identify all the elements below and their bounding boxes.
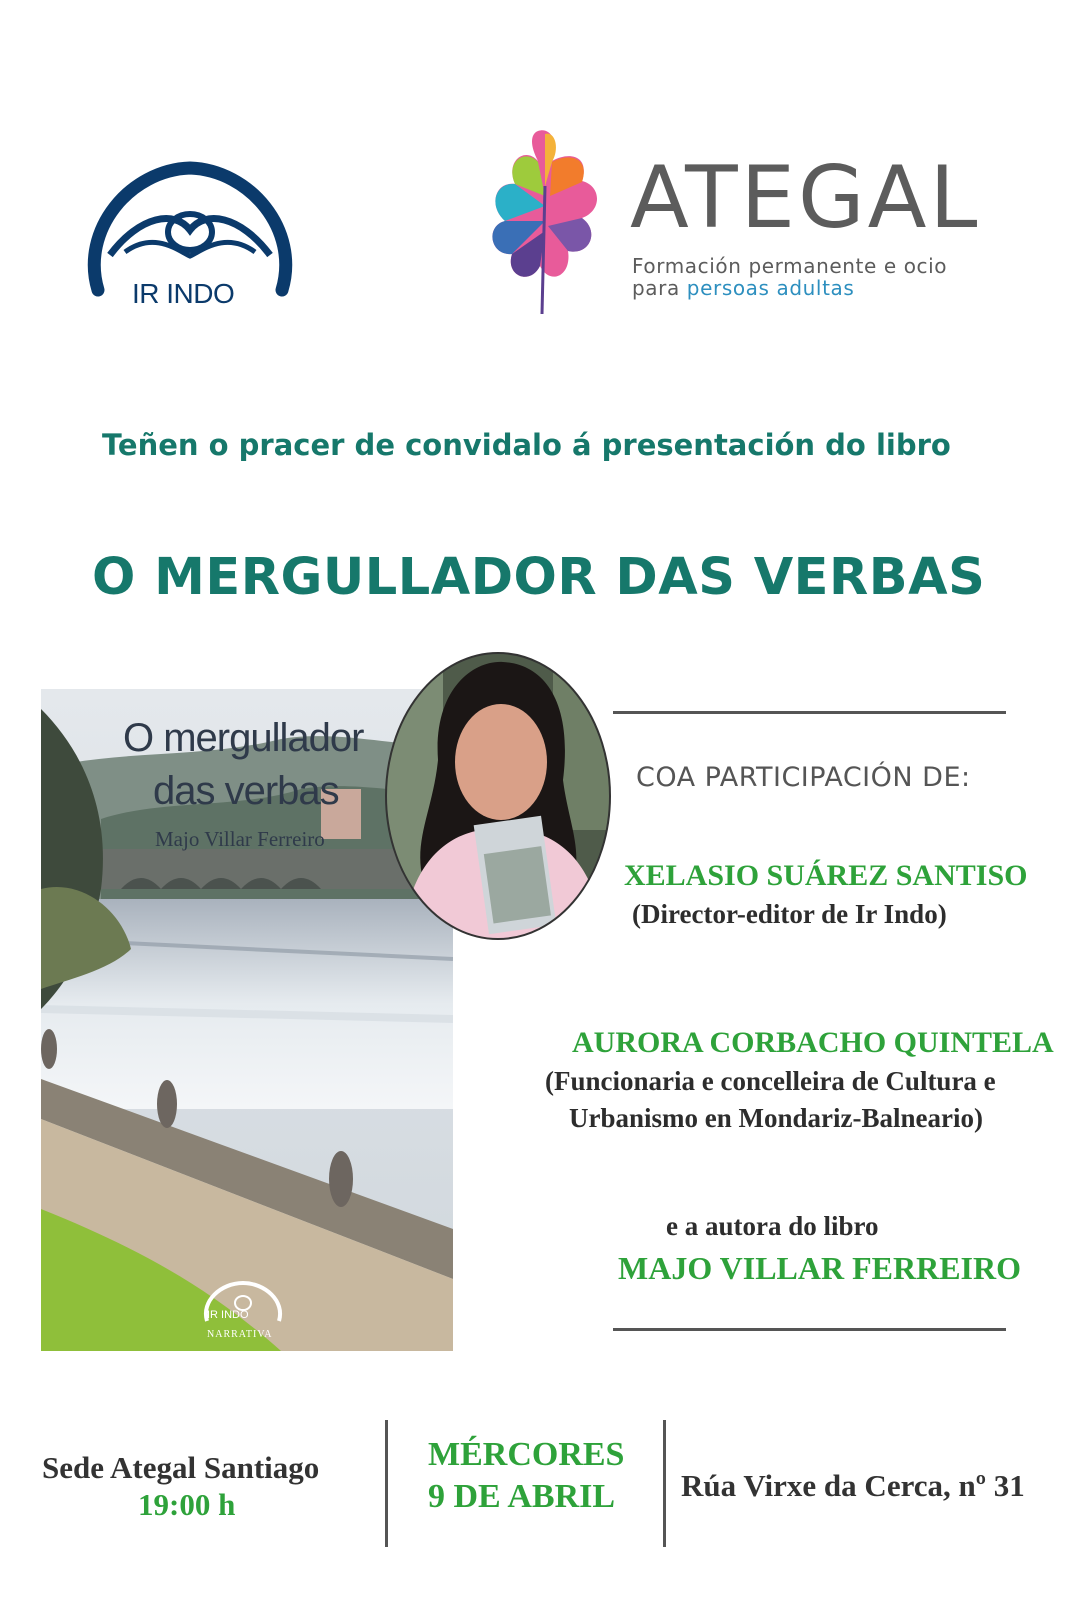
- author-intro: e a autora do libro: [666, 1211, 879, 1241]
- participant-name: XELASIO SUÁREZ SANTISO: [624, 859, 1028, 892]
- invitation-text: Teñen o pracer de convidalo á presentación do libro: [102, 428, 951, 462]
- ategal-subtitle-plain: para: [632, 276, 687, 300]
- footer-divider: [385, 1420, 388, 1547]
- cover-title-line1: O mergullador: [123, 716, 364, 760]
- venue: Sede Ategal Santiago: [42, 1450, 320, 1485]
- ategal-leaf-icon: [490, 126, 610, 316]
- event-time: 19:00 h: [138, 1487, 236, 1522]
- footer-divider: [663, 1420, 666, 1547]
- irindo-logo: [80, 160, 300, 320]
- divider-top: [613, 711, 1006, 714]
- ategal-title: ATEGAL: [630, 148, 981, 248]
- author-name: MAJO VILLAR FERREIRO: [618, 1250, 1021, 1286]
- cover-collection: NARRATIVA: [207, 1329, 273, 1340]
- cover-publisher-logo-text: IR INDO: [207, 1309, 249, 1321]
- divider-bottom: [613, 1328, 1006, 1331]
- cover-author: Majo Villar Ferreiro: [155, 827, 325, 851]
- ategal-subtitle-line1: Formación permanente e ocio: [632, 254, 948, 278]
- participant-role: (Director-editor de Ir Indo): [632, 899, 947, 929]
- irindo-logo-text: IR INDO: [132, 278, 235, 309]
- participation-heading: COA PARTICIPACIÓN DE:: [636, 762, 971, 793]
- event-date: 9 DE ABRIL: [428, 1478, 616, 1515]
- cover-title-line2: das verbas: [153, 769, 339, 813]
- participant-role: Urbanismo en Mondariz-Balneario): [569, 1103, 983, 1133]
- ategal-subtitle-highlight: persoas adultas: [686, 276, 855, 300]
- author-portrait-image: [383, 650, 613, 942]
- book-title: O MERGULLADOR DAS VERBAS: [92, 548, 986, 607]
- event-day: MÉRCORES: [428, 1436, 625, 1473]
- participant-name: AURORA CORBACHO QUINTELA: [572, 1026, 1054, 1059]
- event-address: Rúa Virxe da Cerca, nº 31: [681, 1468, 1025, 1503]
- ategal-subtitle-line2: [632, 276, 854, 300]
- participant-role: (Funcionaria e concelleira de Cultura e: [545, 1066, 996, 1096]
